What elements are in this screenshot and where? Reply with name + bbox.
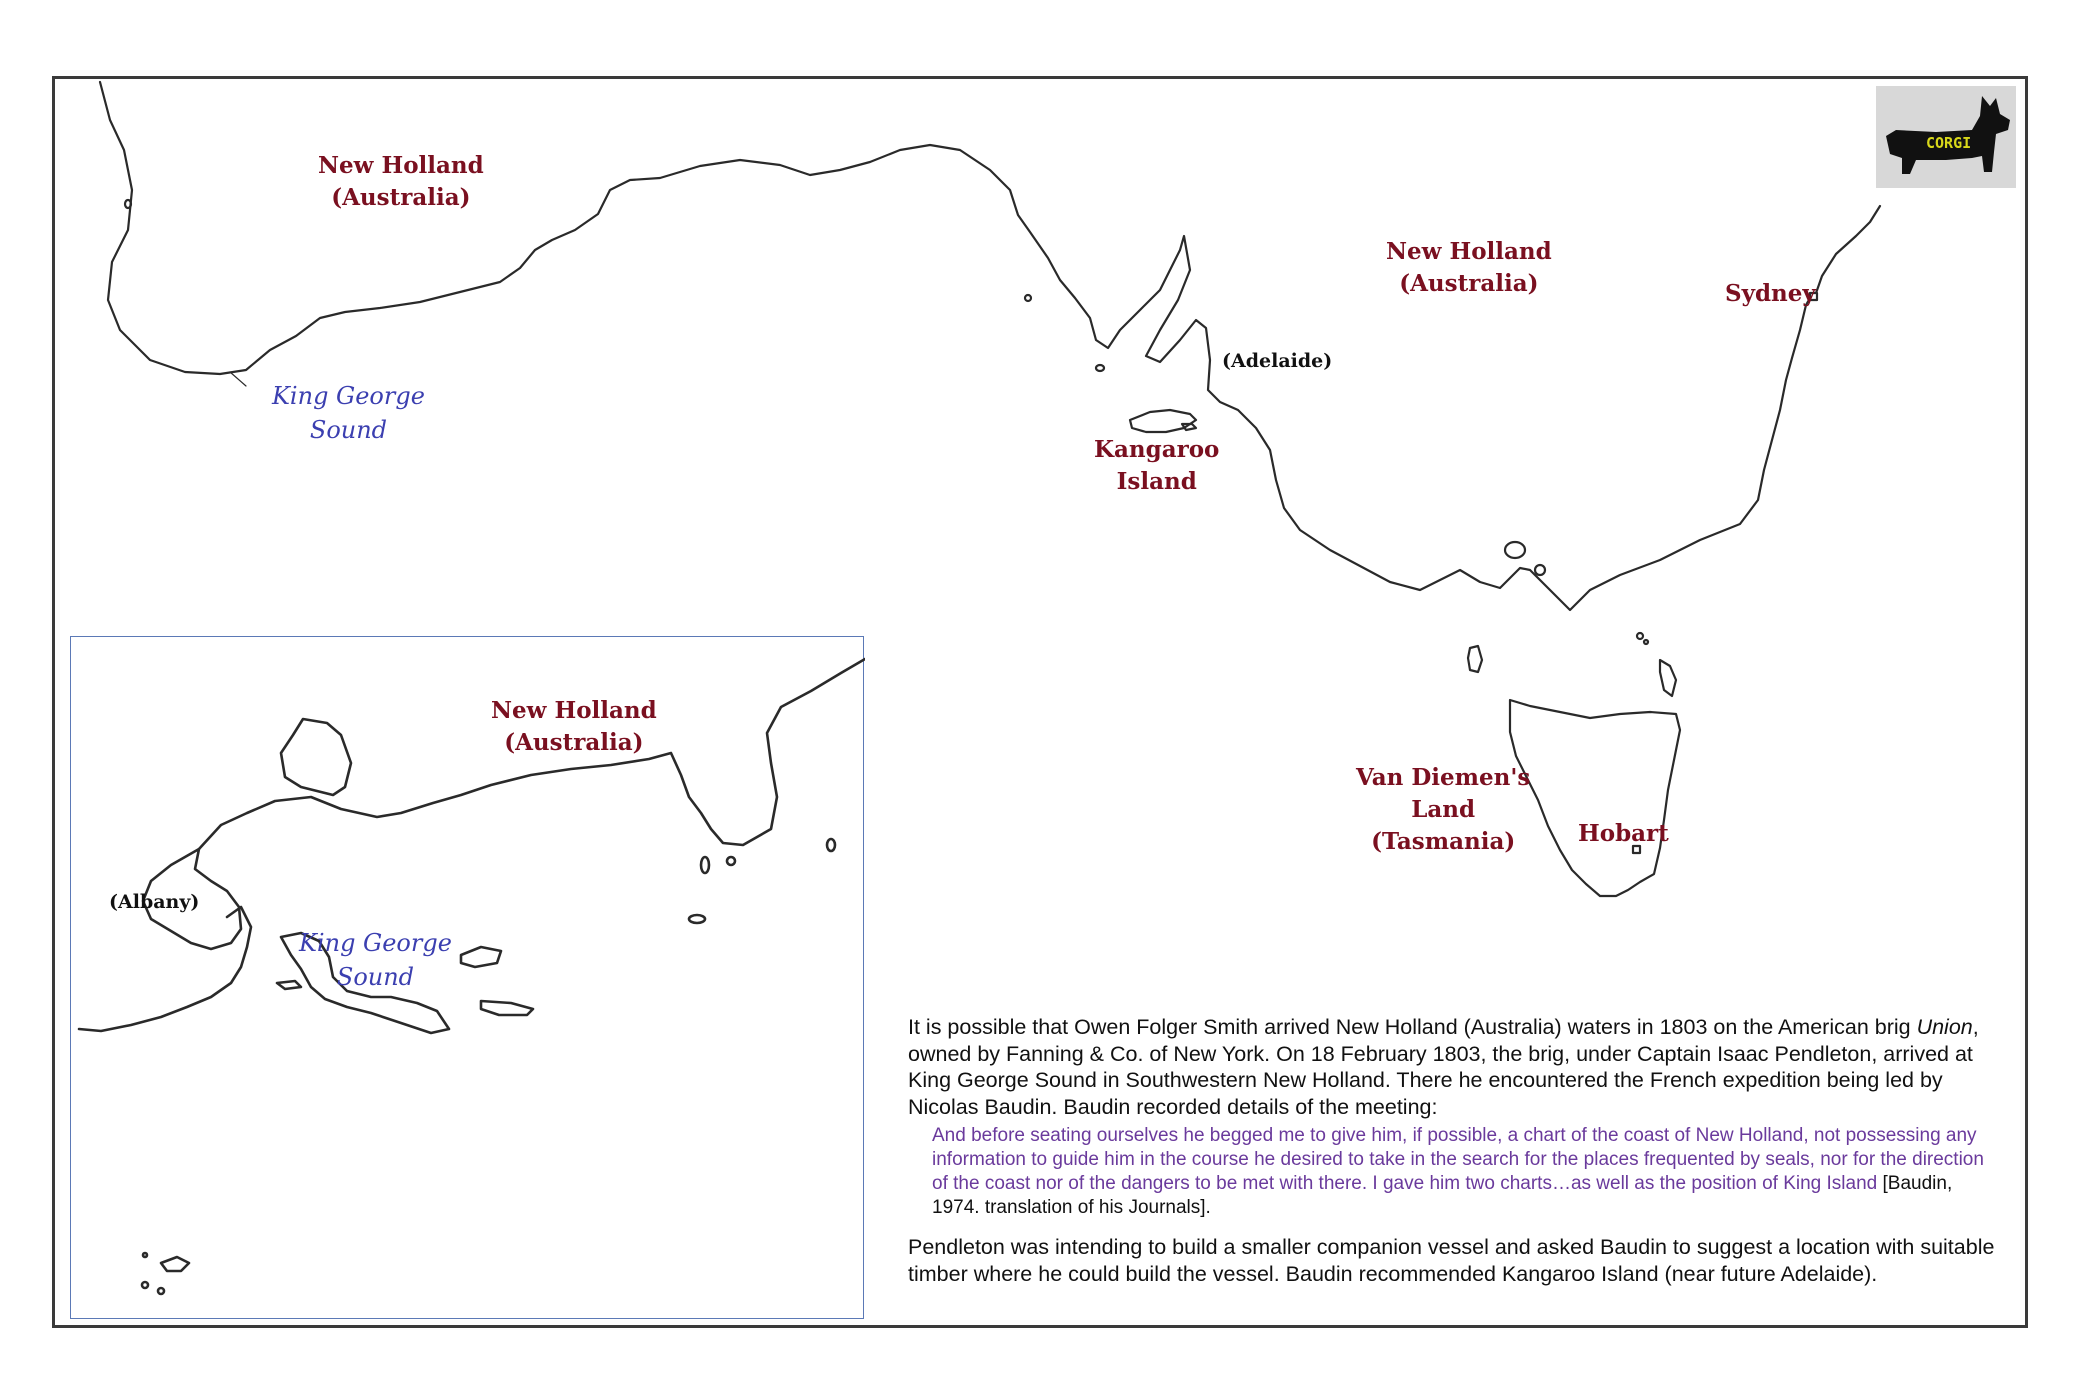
inset-label-albany: (Albany) xyxy=(109,891,200,913)
label-van-diemens-land: Van Diemen's Land (Tasmania) xyxy=(1356,764,1531,856)
label-new-holland-east: New Holland (Australia) xyxy=(1386,238,1552,298)
corgi-logo xyxy=(1876,86,2016,188)
quote-citation: [Baudin, 1974. translation of his Journals]. xyxy=(932,1173,1953,1218)
baudin-quote: And before seating ourselves he begged me to give him, if possible, a chart of the coast of New Holland, not possessing any information to guide him in the course he desired to take in the search for the places frequented by seals, nor for the direction of the coast nor of the dangers to be met with there. I gave him two charts…as well as the position of King Island [Baudin, 1974. translation of his Journals]. xyxy=(932,1125,1984,1218)
label-kangaroo-island: Kangaroo Island xyxy=(1094,436,1220,496)
inset-island-2 xyxy=(481,1001,533,1015)
inset-north-peninsula xyxy=(281,719,351,795)
story-text-block xyxy=(908,1014,1998,1287)
inset-label-king-george-sound: King George Sound xyxy=(299,929,452,991)
inset-map xyxy=(70,636,864,1319)
inset-south-coast xyxy=(79,907,251,1031)
label-sydney: Sydney xyxy=(1725,280,1816,307)
label-king-george-sound: King George Sound xyxy=(272,382,425,444)
inset-coastline-map xyxy=(71,637,865,1320)
inset-island-1 xyxy=(461,947,501,967)
inset-islet-3 xyxy=(277,981,301,989)
ship-name: Union xyxy=(1916,1015,1973,1039)
inset-label-new-holland: New Holland (Australia) xyxy=(491,697,657,757)
tasmania-shape xyxy=(1510,700,1680,896)
story-paragraph-2: Pendleton was intending to build a smaller companion vessel and asked Baudin to suggest a location with suitable timber where he could build the vessel. Baudin recommended Kangaroo Island (near future Adelaide). xyxy=(908,1235,1995,1286)
label-new-holland-west: New Holland (Australia) xyxy=(318,152,484,212)
label-adelaide: (Adelaide) xyxy=(1222,350,1333,372)
logo-text: CORGI xyxy=(1926,134,1972,152)
story-paragraph-1: It is possible that Owen Folger Smith arrived New Holland (Australia) waters in 1803 on the American brig Union, owned by Fanning & Co. of New York. On 18 February 1803, the brig, under Captain Isaac Pendleton, arrived at King George Sound in Southwestern New Holland. There he encountered the French expedition being led by Nicolas Baudin. Baudin recorded details of the meeting: xyxy=(908,1015,1979,1119)
label-hobart: Hobart xyxy=(1578,820,1669,847)
